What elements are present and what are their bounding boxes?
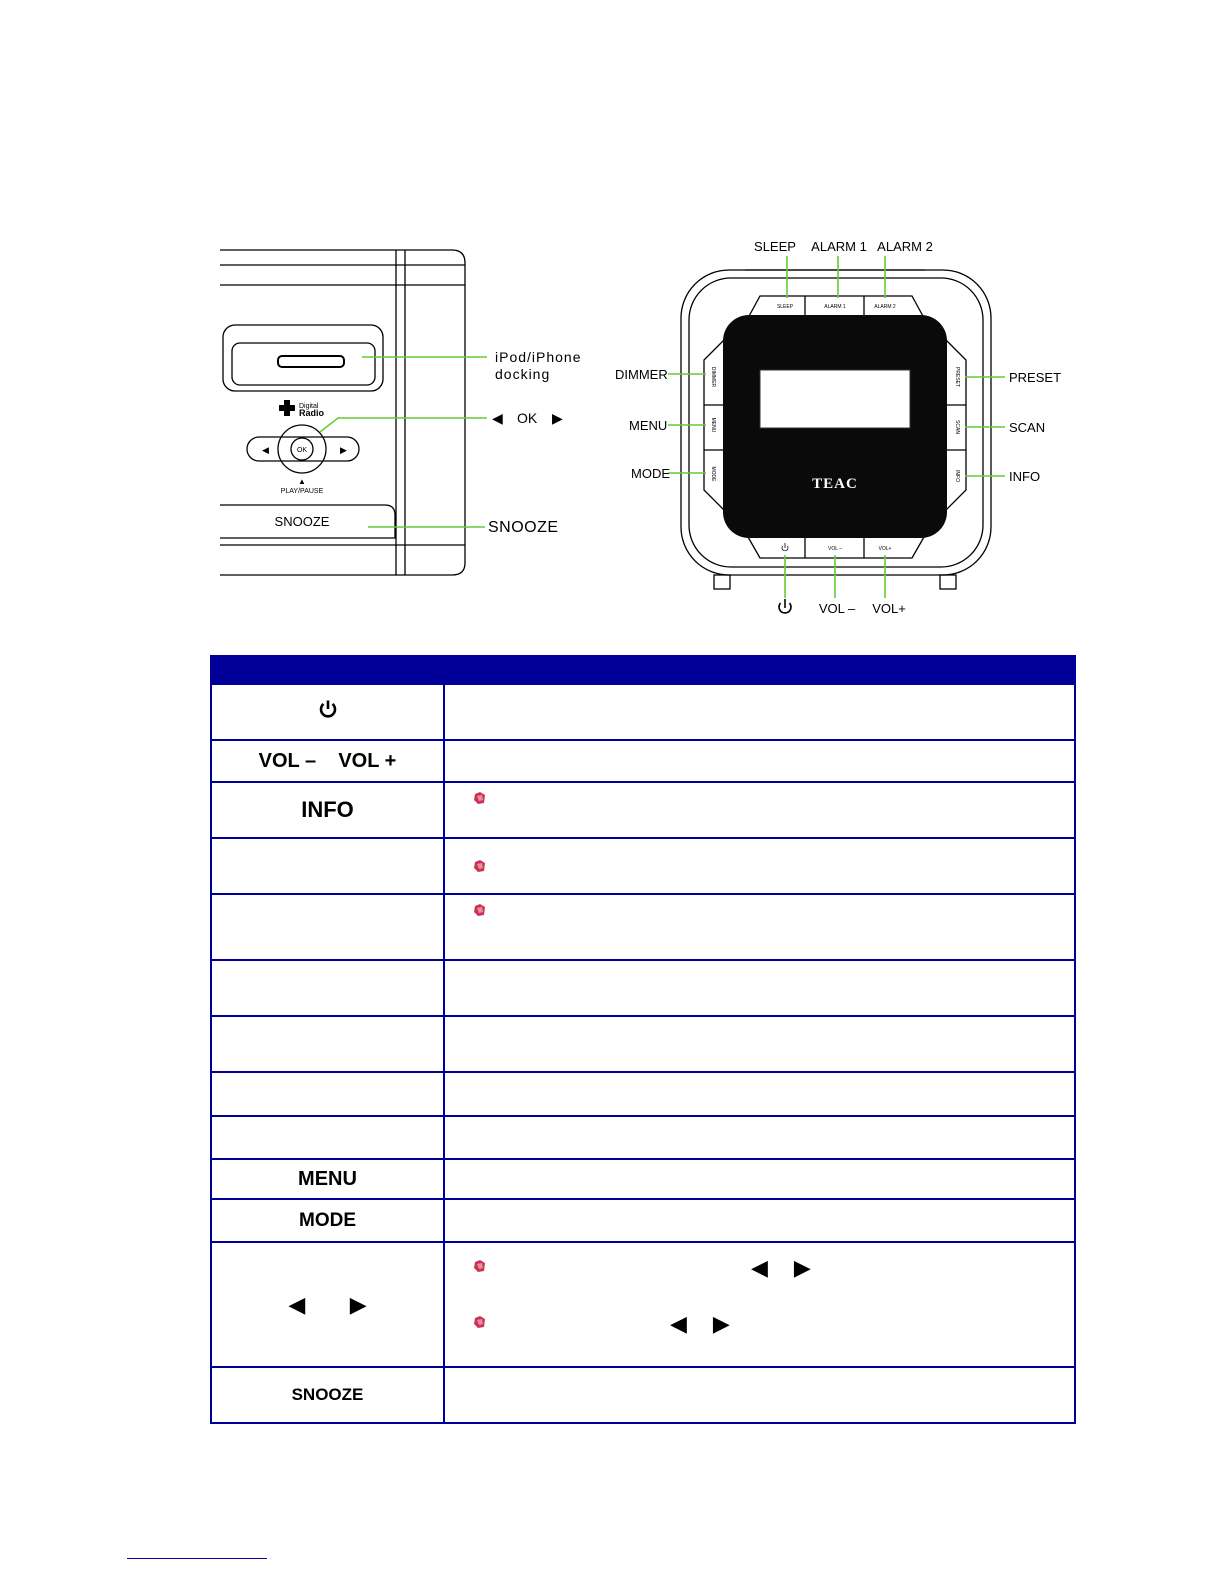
key-cell [211, 1159, 444, 1199]
desc-cell [444, 1242, 1075, 1367]
btn-dimmer-label: DIMMER [710, 366, 716, 388]
inline-left-arrow-icon: ◀ [751, 1255, 768, 1280]
btn-vol-plus-label: VOL+ [878, 546, 892, 552]
desc-cell [444, 782, 1075, 838]
inline-right-arrow-icon: ▶ [712, 1311, 730, 1336]
desc-cell [444, 1159, 1075, 1199]
desc-cell [444, 684, 1075, 740]
desc-cell [444, 960, 1075, 1016]
footer-rule [127, 1558, 267, 1559]
callout-snooze: SNOOZE [488, 519, 559, 536]
callout-preset: PRESET [1009, 370, 1062, 385]
power-icon [317, 698, 339, 720]
desc-cell [444, 1016, 1075, 1072]
callout-vol-minus: VOL – [818, 601, 856, 616]
btn-preset-label: PRESET [954, 366, 960, 388]
bullet-icon [473, 791, 1074, 807]
table-row [211, 1072, 1075, 1116]
desc-cell [444, 1072, 1075, 1116]
panel-snooze-label: SNOOZE [274, 514, 330, 529]
table-row [211, 960, 1075, 1016]
btn-sleep-label: SLEEP [776, 304, 794, 310]
table-row [211, 1199, 1075, 1242]
inline-right-arrow-icon: ▶ [793, 1255, 811, 1280]
inline-left-arrow-icon: ◀ [670, 1311, 687, 1336]
key-cell [211, 838, 444, 894]
panel-ok-label: OK [296, 447, 308, 454]
callout-power-icon [779, 599, 791, 613]
key-cell [211, 1242, 444, 1367]
panel-right-arrow-icon: ▶ [340, 445, 347, 455]
table-row [211, 1159, 1075, 1199]
callout-alarm2: ALARM 2 [877, 239, 933, 254]
bullet-icon [473, 859, 1074, 875]
callout-dimmer: DIMMER [615, 367, 668, 382]
control-table [210, 655, 1076, 1424]
key-cell [211, 1016, 444, 1072]
key-cell [211, 1116, 444, 1159]
table-row [211, 838, 1075, 894]
table-header-cell [211, 656, 444, 684]
callout-menu: MENU [629, 418, 668, 433]
callout-dock-line2: docking [495, 366, 551, 382]
bullet-icon [473, 903, 1074, 919]
bullet-icon [473, 1315, 487, 1334]
key-cell [211, 960, 444, 1016]
key-cell [211, 740, 444, 782]
callout-mode: MODE [631, 466, 670, 481]
mode-key: MODE [299, 1209, 356, 1231]
info-key: INFO [301, 797, 354, 822]
btn-menu-label: MENU [710, 417, 716, 433]
digital-radio-logo [279, 400, 325, 418]
table-row [211, 1242, 1075, 1367]
table-row [211, 894, 1075, 960]
desc-cell [444, 894, 1075, 960]
callout-alarm1: ALARM 1 [811, 239, 867, 254]
table-row [211, 740, 1075, 782]
desc-cell [444, 838, 1075, 894]
table-header-row [211, 656, 1075, 684]
key-cell [211, 1199, 444, 1242]
key-cell [211, 894, 444, 960]
callout-right-arrow-icon: ▶ [552, 410, 563, 426]
callout-ok: OK [517, 410, 538, 426]
btn-alarm2-label: ALARM 2 [874, 304, 896, 310]
logo-digital-text: Digital [299, 403, 319, 410]
vol-minus-key: VOL – [258, 749, 317, 772]
table-header-cell [444, 656, 1075, 684]
left-arrow-icon: ◀ [288, 1291, 306, 1317]
lcd-display [760, 370, 910, 428]
table-row [211, 684, 1075, 740]
desc-cell [444, 1367, 1075, 1423]
btn-alarm1-label: ALARM 1 [824, 304, 846, 310]
table-row [211, 782, 1075, 838]
btn-vol-minus-label: VOL – [828, 546, 842, 552]
panel-play-pause-label: PLAY/PAUSE [280, 488, 324, 495]
desc-cell [444, 740, 1075, 782]
front-view-diagram [610, 230, 1070, 630]
btn-scan-label: SCAN [954, 420, 960, 434]
brand-logo: TEAC [812, 476, 858, 492]
bullet-icon [473, 1259, 487, 1278]
table-row [211, 1016, 1075, 1072]
panel-up-arrow-icon: ▲ [298, 477, 306, 486]
key-cell [211, 684, 444, 740]
snooze-key: SNOOZE [291, 1385, 364, 1404]
logo-radio-text: Radio [299, 408, 325, 418]
menu-key: MENU [298, 1167, 357, 1190]
vol-plus-key: VOL + [338, 749, 397, 772]
btn-power-icon [782, 543, 788, 551]
table-row [211, 1116, 1075, 1159]
key-cell [211, 1367, 444, 1423]
btn-info-label: INFO [954, 470, 960, 482]
desc-cell [444, 1199, 1075, 1242]
callout-left-arrow-icon: ◀ [492, 410, 503, 426]
callout-sleep: SLEEP [754, 239, 796, 254]
panel-left-arrow-icon: ◀ [262, 445, 269, 455]
callout-dock-line1: iPod/iPhone [495, 349, 582, 365]
table-row [211, 1367, 1075, 1423]
callout-info: INFO [1009, 469, 1041, 484]
side-view-diagram [215, 235, 595, 585]
key-cell [211, 1072, 444, 1116]
callout-scan: SCAN [1009, 420, 1046, 435]
key-cell [211, 782, 444, 838]
right-arrow-icon: ▶ [349, 1291, 367, 1317]
callout-vol-plus: VOL+ [872, 601, 906, 616]
btn-mode-label: MODE [710, 466, 716, 482]
desc-cell [444, 1116, 1075, 1159]
